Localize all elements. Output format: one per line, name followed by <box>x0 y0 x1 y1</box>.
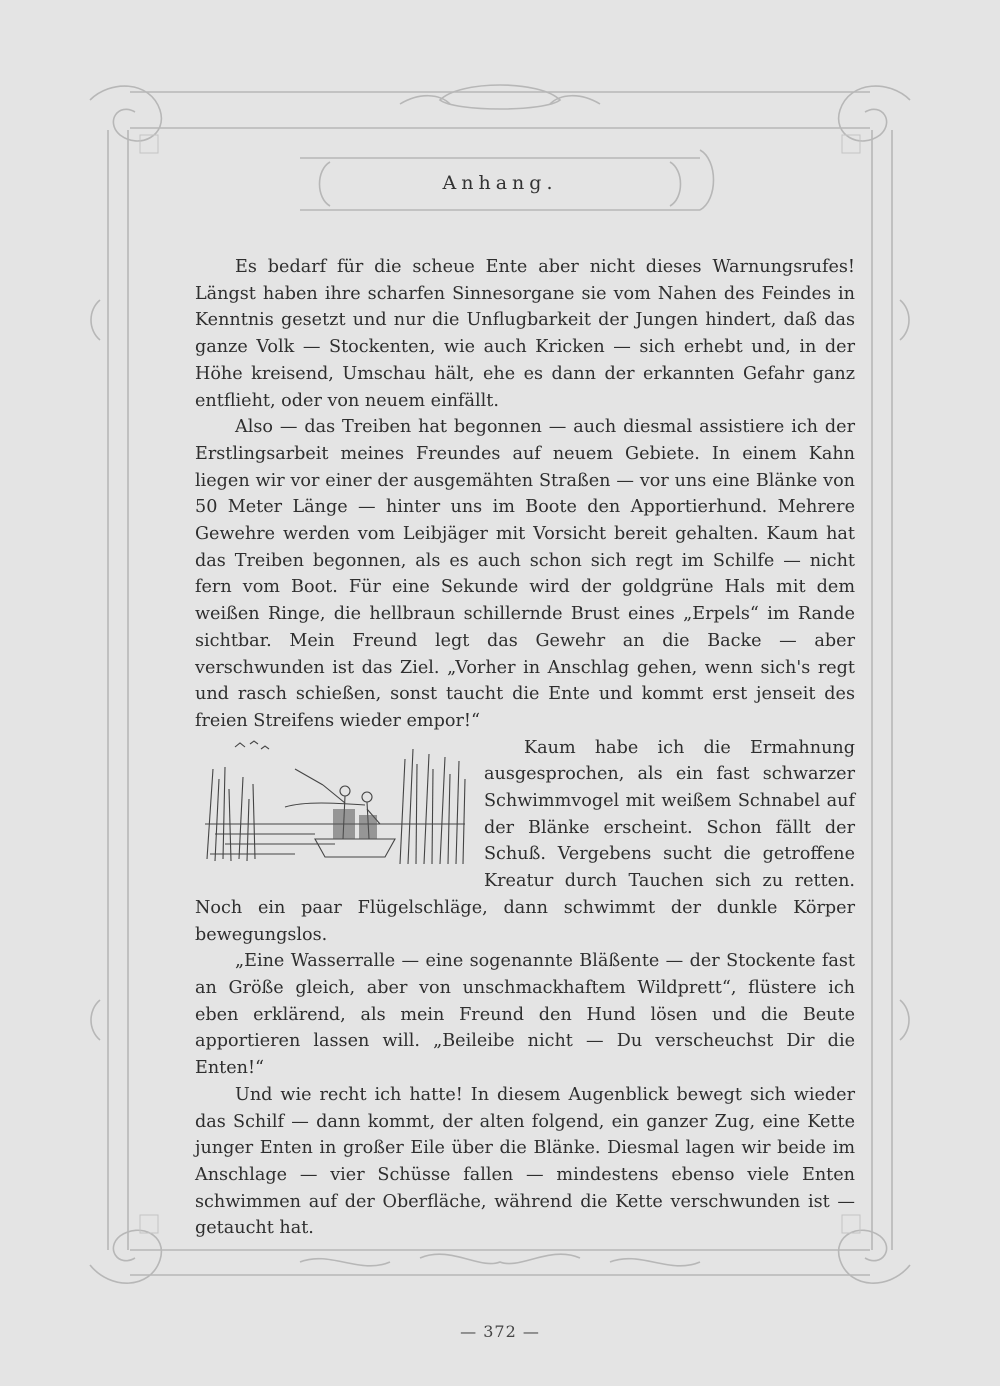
paragraph-2 <box>195 414 855 734</box>
page-number: — 372 — <box>460 1322 540 1341</box>
illustration-reed-hunting-scene <box>195 739 470 871</box>
paragraph-2-text: Also — das Treiben hat begonnen — auch diesmal assistiere ich der Erstlingsarbeit meines Freundes auf neuem Gebiete. In einem Kahn liegen wir vor einer der ausgemähten Straßen — vor uns eine Blänke von 50 Meter Länge — hinter uns im Boote den Apportierhund. Mehrere Gewehre werden vom Leibjäger mit Vorsicht bereit gehalten. Kaum hat das Treiben begonnen, als es auch schon sich regt im Schilfe — nicht fern vom Boot. Für eine Sekunde wird der goldgrüne Hals mit dem weißen Ringe, die hellbraun schillernde Brust eines „Erpels“ im Rande sichtbar. Mein Freund legt das Gewehr an die Backe — aber verschwunden ist das Ziel. „Vorher in Anschlag gehen, wenn sich's regt und rasch schießen, sonst taucht die Ente und kommt erst jenseit des freien Streifens wieder empor!“ <box>195 417 855 731</box>
paragraph-1: Es bedarf für die scheue Ente aber nicht dieses Warnungsrufes! Längst haben ihre scharfen Sinnesorgane sie vom Nahen des Feindes in Kenntnis gesetzt und nur die Unflugbarkeit der Jungen hindert, daß das ganze Volk — Stockenten, wie auch Kricken — sich erhebt und, in der Höhe kreisend, Umschau hält, ehe es dann der erkannten Gefahr ganz entflieht, oder von neuem einfällt. <box>195 257 855 411</box>
running-header: Anhang. <box>442 172 558 194</box>
paragraph-5: Und wie recht ich hatte! In diesem Augenblick bewegt sich wieder das Schilf — dann kommt, der alten folgend, ein ganzer Zug, eine Kette junger Enten in großer Eile über die Blänke. Diesmal lagen wir beide im Anschlage — vier Schüsse fallen — mindestens ebenso viele Enten schwimmen auf der Oberfläche, während die Kette verschwunden ist — getaucht hat. <box>195 1084 855 1239</box>
body-text <box>195 254 855 1242</box>
paragraph-4: „Eine Wasserralle — eine sogenannte Bläßente — der Stockente fast an Größe gleich, aber von unschmackhaftem Wildprett“, flüstere ich eben erklärend, als mein Freund den Hund lösen und die Beute apportieren lassen will. „Beileibe nicht — Du verscheuchst Dir die Enten!“ <box>195 951 855 1079</box>
paragraph-3: Kaum habe ich die Ermahnung ausgesprochen, als ein fast schwarzer Schwimmvogel mit weißem Schnabel auf der Blänke erscheint. Schon fällt der Schuß. Vergebens sucht die getroffene Kreatur durch Tauchen sich zu retten. Noch ein paar Flügelschläge, dann schwimmt der dunkle Körper bewegungslos. <box>195 737 855 945</box>
